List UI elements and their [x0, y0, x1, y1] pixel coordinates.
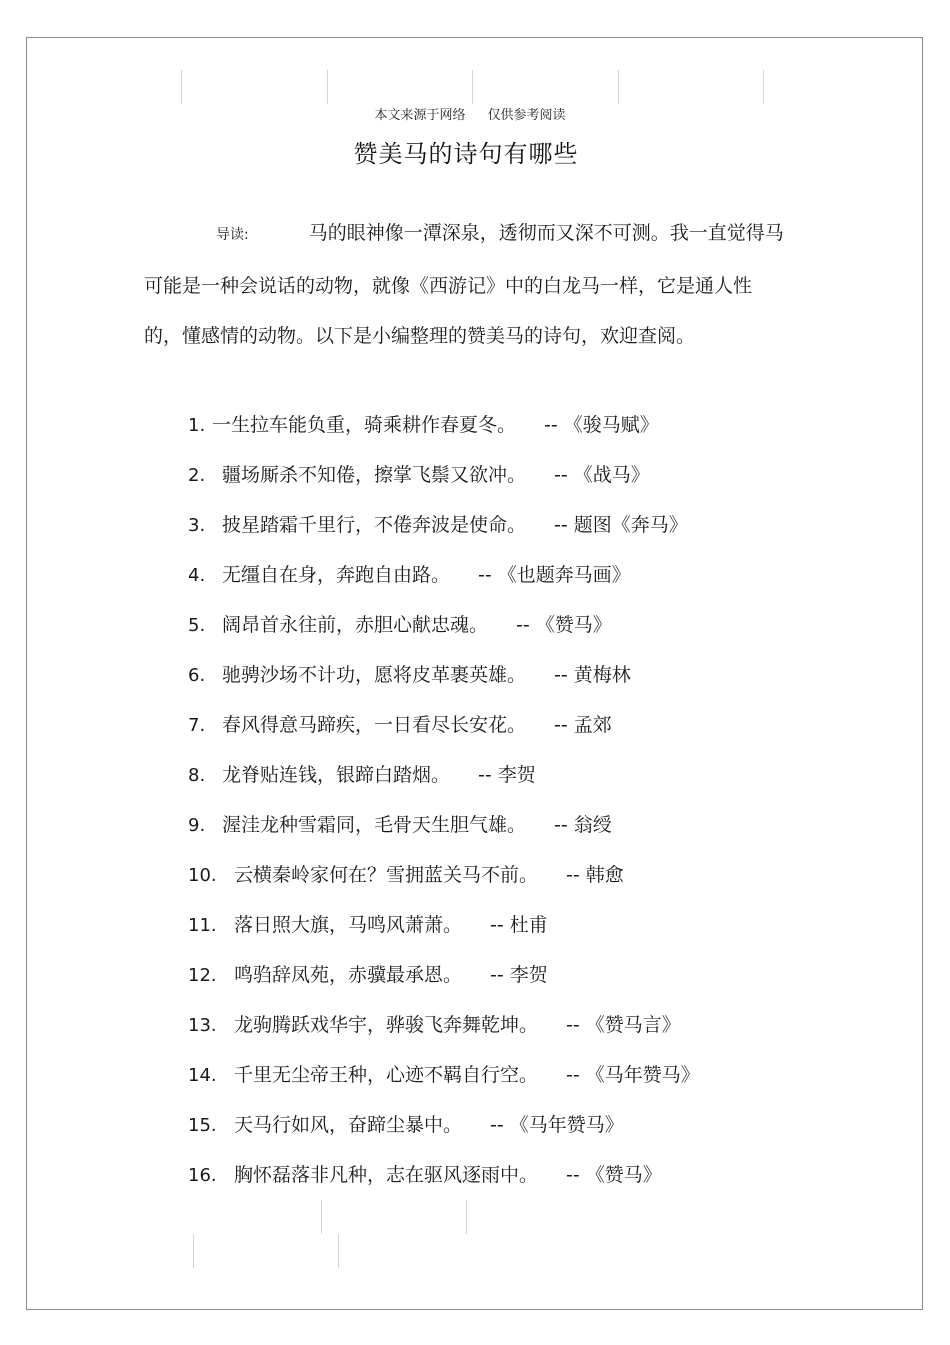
poem-line: 疆场厮杀不知倦，擦掌飞鬃又欲冲。 — [222, 464, 527, 486]
item-number: 3. — [188, 515, 206, 536]
dash: -- — [490, 1114, 504, 1136]
dash: -- — [554, 514, 568, 536]
poem-line: 渥洼龙种雪霜同，毛骨天生胆气雄。 — [222, 814, 527, 836]
list-item — [188, 900, 828, 950]
list-item — [188, 750, 828, 800]
dash: -- — [554, 464, 568, 486]
page-title: 赞美马的诗句有哪些 — [353, 140, 579, 168]
scan-line — [193, 1234, 194, 1268]
dash: -- — [478, 564, 492, 586]
list-item — [188, 950, 828, 1000]
poem-line: 龙驹腾跃戏华宇，骅骏飞奔舞乾坤。 — [234, 1014, 539, 1036]
list-item — [188, 500, 828, 550]
list-item — [188, 1050, 828, 1100]
poem-line: 阔昂首永往前，赤胆心献忠魂。 — [222, 614, 489, 636]
list-item — [188, 700, 828, 750]
poem-source: 《战马》 — [573, 464, 650, 486]
poem-source: 翁绶 — [573, 814, 612, 836]
scan-line — [763, 70, 764, 104]
list-item — [188, 600, 828, 650]
dash: -- — [566, 864, 580, 886]
item-number: 8. — [188, 765, 206, 786]
scan-line — [321, 1200, 322, 1234]
poem-line: 天马行如风，奋蹄尘暴中。 — [234, 1114, 463, 1136]
poem-source: 《赞马》 — [535, 614, 612, 636]
list-item — [188, 450, 828, 500]
poem-line: 落日照大旗，马鸣风萧萧。 — [234, 914, 463, 936]
item-number: 2. — [188, 465, 206, 486]
item-number: 5. — [188, 615, 206, 636]
item-number: 15. — [188, 1115, 217, 1136]
poem-source: 韩愈 — [585, 864, 624, 886]
list-item — [188, 550, 828, 600]
poem-line: 云横秦岭家何在？雪拥蓝关马不前。 — [234, 864, 539, 886]
poem-line: 千里无尘帝王种，心迹不羁自行空。 — [234, 1064, 539, 1086]
intro-label: 导读: — [216, 227, 249, 243]
poem-source: 《马年赞马》 — [509, 1114, 624, 1136]
poem-source: 黄梅林 — [573, 664, 631, 686]
list-item — [188, 1000, 828, 1050]
item-number: 16. — [188, 1165, 217, 1186]
dash: -- — [566, 1014, 580, 1036]
list-item — [188, 400, 828, 450]
list-item — [188, 1100, 828, 1150]
item-number: 14. — [188, 1065, 217, 1086]
poem-source: 杜甫 — [509, 914, 548, 936]
header-reference: 仅供参考阅读 — [487, 108, 566, 123]
item-number: 1. — [188, 415, 206, 436]
poem-source: 李贺 — [509, 964, 548, 986]
intro-text: 马的眼神像一潭深泉，透彻而又深不可测。我一直觉得马可能是一种会说话的动物，就像《西游记》中的白龙马一样，它是通人性的，懂感情的动物。以下是小编整理的赞美马的诗句，欢迎查阅。 — [144, 222, 784, 347]
scan-line — [472, 70, 473, 104]
list-item — [188, 800, 828, 850]
dash: -- — [554, 714, 568, 736]
poem-line: 鸣驺辞凤苑，赤骥最承恩。 — [234, 964, 463, 986]
item-number: 11. — [188, 915, 217, 936]
poem-line: 无缰自在身，奔跑自由路。 — [222, 564, 451, 586]
scan-line — [466, 1200, 467, 1234]
dash: -- — [566, 1064, 580, 1086]
item-number: 7. — [188, 715, 206, 736]
scan-line — [181, 70, 182, 104]
dash: -- — [490, 964, 504, 986]
poem-source: 《骏马赋》 — [563, 414, 659, 436]
poem-source: 《赞马言》 — [585, 1014, 681, 1036]
poem-line: 一生拉车能负重，骑乘耕作春夏冬。 — [212, 414, 517, 436]
item-number: 13. — [188, 1015, 217, 1036]
dash: -- — [516, 614, 530, 636]
poem-source: 李贺 — [497, 764, 536, 786]
item-number: 4. — [188, 565, 206, 586]
item-number: 10. — [188, 865, 217, 886]
header-note — [0, 104, 940, 123]
dash: -- — [490, 914, 504, 936]
item-number: 6. — [188, 665, 206, 686]
list-item — [188, 850, 828, 900]
poem-line: 驰骋沙场不计功，愿将皮革裹英雄。 — [222, 664, 527, 686]
header-source: 本文来源于网络 — [374, 108, 466, 123]
item-number: 9. — [188, 815, 206, 836]
dash: -- — [554, 664, 568, 686]
poem-source: 孟郊 — [573, 714, 612, 736]
list-item — [188, 650, 828, 700]
dash: -- — [554, 814, 568, 836]
poem-line: 披星踏霜千里行，不倦奔波是使命。 — [222, 514, 527, 536]
poem-source: 题图《奔马》 — [573, 514, 688, 536]
scan-line — [618, 70, 619, 104]
dash: -- — [544, 414, 558, 436]
poem-line: 春风得意马蹄疾，一日看尽长安花。 — [222, 714, 527, 736]
dash: -- — [566, 1164, 580, 1186]
item-number: 12. — [188, 965, 217, 986]
poem-list — [188, 400, 828, 1200]
poem-line: 龙脊贴连钱，银蹄白踏烟。 — [222, 764, 451, 786]
poem-source: 《也题奔马画》 — [497, 564, 631, 586]
list-item — [188, 1150, 828, 1200]
poem-source: 《赞马》 — [585, 1164, 662, 1186]
poem-source: 《马年赞马》 — [585, 1064, 700, 1086]
dash: -- — [478, 764, 492, 786]
scan-line — [338, 1234, 339, 1268]
poem-line: 胸怀磊落非凡种，志在驱风逐雨中。 — [234, 1164, 539, 1186]
scan-line — [327, 70, 328, 104]
intro-paragraph — [144, 208, 784, 362]
